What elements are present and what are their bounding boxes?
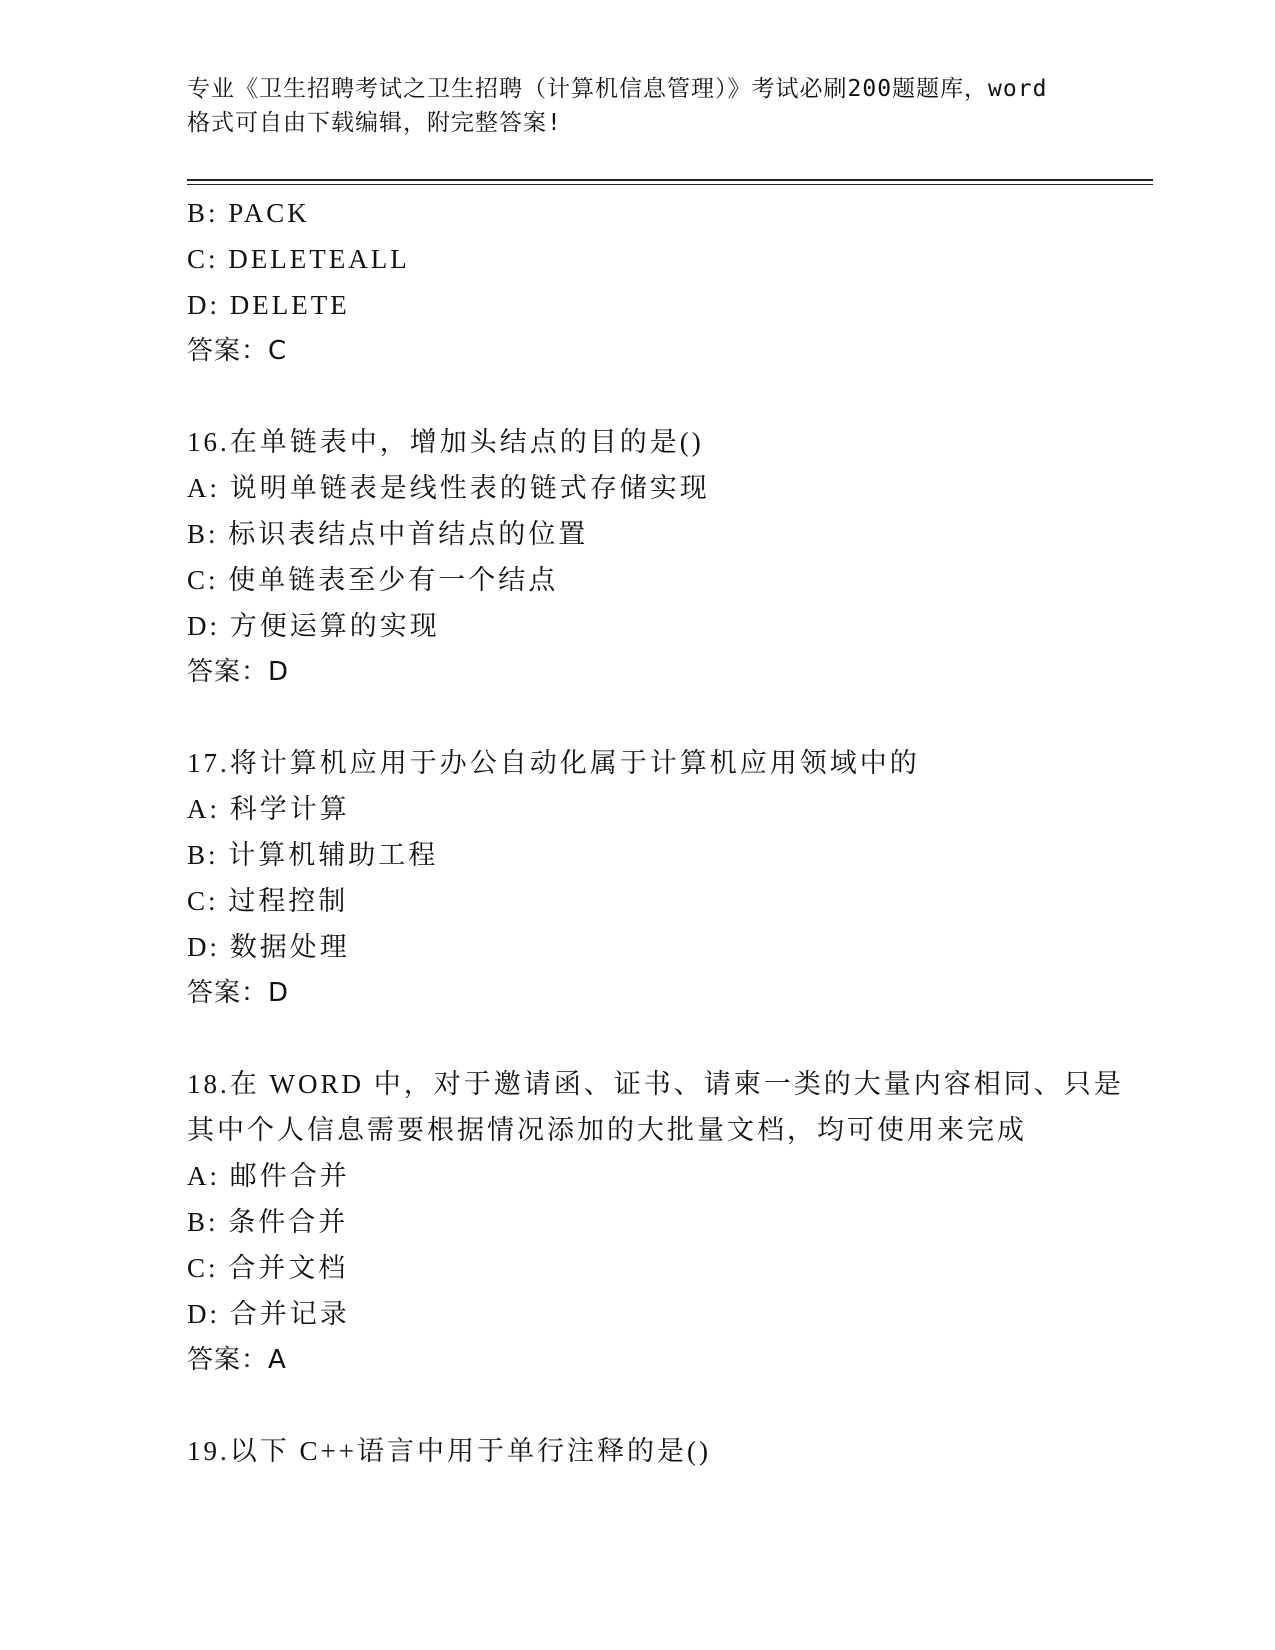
- question-text: 19.以下 C++语言中用于单行注释的是(): [187, 1436, 711, 1466]
- option-c: C: DELETEALL: [187, 244, 410, 274]
- question-text-line-1: 18.在 WORD 中，对于邀请函、证书、请柬一类的大量内容相同、只是: [187, 1069, 1124, 1099]
- page-header: [187, 72, 1107, 140]
- question-16: [187, 419, 1147, 695]
- question-text-line-2: 其中个人信息需要根据情况添加的大批量文档，均可使用来完成: [187, 1115, 1027, 1145]
- answer: 答案：A: [187, 1345, 287, 1375]
- spacer: [187, 1383, 1147, 1428]
- question-15-tail: [187, 190, 1147, 374]
- option-b: B: PACK: [187, 198, 310, 228]
- header-divider-thin: [187, 184, 1153, 185]
- option-d: D: 合并记录: [187, 1299, 350, 1329]
- question-19: [187, 1428, 1147, 1474]
- option-b: B: 计算机辅助工程: [187, 840, 439, 870]
- answer: 答案：D: [187, 978, 290, 1008]
- question-17: [187, 740, 1147, 1016]
- option-a: A: 说明单链表是线性表的链式存储实现: [187, 473, 710, 503]
- question-18: [187, 1061, 1147, 1383]
- option-d: D: 数据处理: [187, 932, 350, 962]
- option-c: C: 过程控制: [187, 886, 349, 916]
- answer: 答案：D: [187, 657, 290, 687]
- spacer: [187, 695, 1147, 740]
- header-divider-thick: [187, 179, 1153, 181]
- question-text: 16.在单链表中，增加头结点的目的是(): [187, 427, 704, 457]
- spacer: [187, 1016, 1147, 1061]
- question-text: 17.将计算机应用于办公自动化属于计算机应用领域中的: [187, 748, 920, 778]
- option-b: B: 标识表结点中首结点的位置: [187, 519, 589, 549]
- question-list: [187, 190, 1147, 1474]
- option-c: C: 合并文档: [187, 1253, 349, 1283]
- option-a: A: 邮件合并: [187, 1161, 350, 1191]
- option-a: A: 科学计算: [187, 794, 350, 824]
- option-d: D: DELETE: [187, 290, 350, 320]
- header-line-2: 格式可自由下载编辑，附完整答案!: [187, 110, 562, 136]
- option-c: C: 使单链表至少有一个结点: [187, 565, 559, 595]
- option-d: D: 方便运算的实现: [187, 611, 440, 641]
- answer: 答案：C: [187, 336, 288, 366]
- spacer: [187, 374, 1147, 419]
- header-line-1: 专业《卫生招聘考试之卫生招聘（计算机信息管理）》考试必刷200题题库，word: [187, 76, 1048, 102]
- option-b: B: 条件合并: [187, 1207, 349, 1237]
